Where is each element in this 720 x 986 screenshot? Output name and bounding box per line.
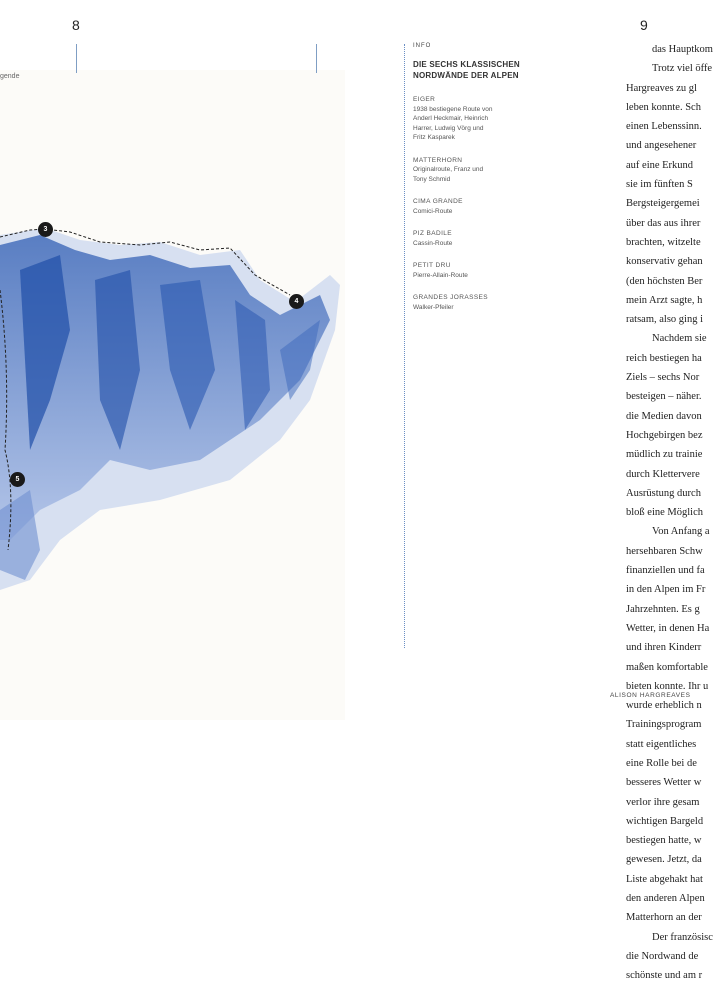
page-number-left: 8 (72, 17, 80, 33)
body-line: ratsam, also ging i (626, 314, 703, 326)
body-line: reich bestiegen ha (626, 352, 702, 364)
info-entry-name: EIGER (413, 96, 436, 103)
body-line: und ihren Kinderr (626, 642, 702, 654)
body-text (626, 40, 720, 986)
running-footer: ALISON HARGREAVES (610, 692, 691, 699)
info-entry (413, 197, 528, 216)
body-line: gewesen. Jetzt, da (626, 854, 702, 866)
info-entry-line: Originalroute, Franz und (413, 166, 484, 173)
body-line: über das aus ihrer (626, 217, 701, 229)
body-line: mein Arzt sagte, h (626, 294, 703, 306)
mountain-illustration (0, 70, 345, 720)
info-entries (413, 95, 528, 312)
info-entry (413, 229, 528, 248)
info-entry (413, 293, 528, 312)
body-line: Von Anfang a (652, 526, 710, 538)
body-line: auf eine Erkund (626, 159, 694, 171)
body-line: in den Alpen im Fr (626, 584, 706, 596)
info-entry-name: PETIT DRU (413, 262, 451, 269)
body-line: sie im fünften S (626, 179, 693, 191)
info-title-line: DIE SECHS KLASSISCHEN (413, 60, 520, 69)
info-entry-line: Anderl Heckmair, Heinrich (413, 115, 489, 122)
info-entry (413, 156, 528, 185)
body-line: Jahrzehnten. Es g (626, 603, 700, 615)
info-entry (413, 95, 528, 143)
body-line: Trotz viel öffe (652, 63, 713, 75)
illustration-panel (0, 70, 345, 720)
route-marker-3: 3 (38, 222, 53, 237)
body-line: einen Lebenssinn. (626, 121, 702, 133)
page-number-right: 9 (640, 17, 648, 33)
body-line: verlor ihre gesam (626, 796, 700, 808)
route-marker-4: 4 (289, 294, 304, 309)
body-line: Matterhorn an der (626, 912, 702, 924)
info-entry-name: CIMA GRANDE (413, 198, 463, 205)
info-entry-line: Fritz Kasparek (413, 134, 455, 141)
body-line: bloß eine Möglich (626, 507, 703, 519)
body-line: die Medien davon (626, 410, 702, 422)
body-line: brachten, witzelte (626, 236, 701, 248)
body-line: hersehbaren Schw (626, 545, 703, 557)
body-line: Ziels – sechs Nor (626, 372, 700, 384)
body-line: die Nordwand de (626, 950, 699, 962)
body-line: wurde erheblich n (626, 700, 702, 712)
info-title (413, 59, 528, 81)
info-entry-line: Tony Schmid (413, 175, 451, 183)
info-entry-line: Comici-Route (413, 207, 453, 215)
info-entry-name: PIZ BADILE (413, 230, 453, 237)
body-line: und angesehener (626, 140, 697, 152)
body-line: Ausrüstung durch (626, 487, 701, 499)
body-line: wichtigen Bargeld (626, 815, 704, 827)
info-kicker: INFO (413, 43, 432, 49)
body-line: Bergsteigergemei (626, 198, 700, 210)
body-line: Liste abgehakt hat (626, 873, 703, 885)
body-line: müdlich zu trainie (626, 449, 703, 461)
body-line: Der französisc (652, 931, 713, 943)
info-entry-line: Walker-Pfeiler (413, 303, 454, 311)
info-entry-line: Pierre-Allain-Route (413, 271, 468, 279)
body-line: (den höchsten Ber (626, 275, 703, 287)
body-line: besteigen – näher. (626, 391, 702, 403)
info-entry (413, 261, 528, 280)
header-rule-left (76, 44, 77, 73)
route-marker-5: 5 (10, 472, 25, 487)
body-line: besseres Wetter w (626, 777, 702, 789)
info-entry-line: 1938 bestiegene Route von (413, 105, 493, 113)
body-line: den anderen Alpen (626, 893, 705, 905)
info-entry-name: MATTERHORN (413, 156, 463, 164)
info-box (413, 43, 528, 312)
body-line: Trainingsprogram (626, 719, 702, 731)
body-line: durch Klettervere (626, 468, 700, 480)
body-line: leben konnte. Sch (626, 101, 701, 113)
body-line: bieten konnte. Ihr u (626, 680, 709, 692)
body-line: schönste und am r (626, 970, 703, 982)
body-line: eine Rolle bei de (626, 757, 697, 769)
body-line: Hochgebirgen bez (626, 429, 703, 441)
body-line: konservativ gehan (626, 256, 703, 268)
body-line: maßen komfortable (626, 661, 708, 673)
dotted-divider (404, 44, 405, 648)
info-entry-line: Harrer, Ludwig Vörg und (413, 124, 484, 132)
info-entry-name: GRANDES JORASSES (413, 294, 489, 301)
body-line: das Hauptkom (652, 44, 713, 55)
info-title-line: NORDWÄNDE DER ALPEN (413, 71, 519, 80)
legend-fragment: gende (0, 73, 20, 80)
body-line: Nachdem sie (652, 333, 707, 345)
header-rule-right (316, 44, 317, 73)
body-line: finanziellen und fa (626, 565, 705, 577)
body-line: bestiegen hatte, w (626, 835, 702, 847)
body-line: statt eigentliches (626, 738, 697, 750)
body-line: Hargreaves zu gl (626, 82, 697, 94)
body-line: Wetter, in denen Ha (626, 622, 710, 634)
info-entry-line: Cassin-Route (413, 239, 453, 247)
